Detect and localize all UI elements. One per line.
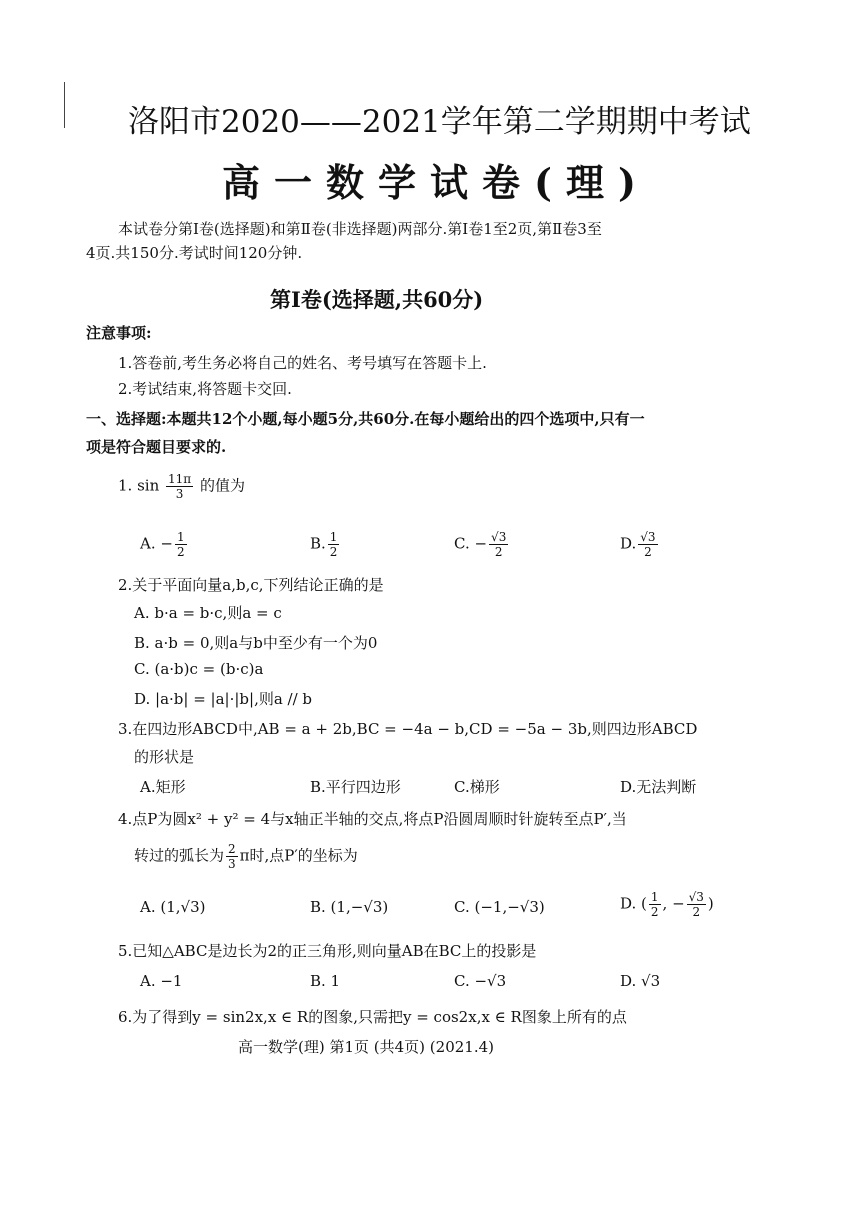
note-item-2: 2.考试结束,将答题卡交回.: [118, 380, 292, 398]
question-1-option-b: B. $\frac{1}{2}$: [310, 530, 338, 559]
part-one-instructions-2: 项是符合题目要求的.: [86, 438, 227, 456]
page-footer: 高一数学(理) 第1页 (共4页) (2021.4): [238, 1038, 494, 1056]
question-3-option-a: A.矩形: [140, 778, 186, 796]
part-one-instructions-1: 一、选择题:本题共12个小题,每小题5分,共60分.在每小题给出的四个选项中,只有一: [86, 410, 645, 428]
question-3-option-c: C.梯形: [454, 778, 500, 796]
section-title: 第Ⅰ卷(选择题,共60分): [270, 287, 484, 312]
question-2-option-d: D. |a·b| = |a|·|b|,则a // b: [134, 690, 313, 708]
question-4-stem-2: 转过的弧长为 $\frac{2}{3}$ π时,点P′的坐标为: [134, 842, 358, 871]
question-5-stem: 5.已知△ABC是边长为2的正三角形,则向量AB在BC上的投影是: [118, 942, 537, 960]
intro-line-1: 本试卷分第Ⅰ卷(选择题)和第Ⅱ卷(非选择题)两部分.第Ⅰ卷1至2页,第Ⅱ卷3至: [118, 220, 602, 238]
question-5-option-b: B. 1: [310, 972, 341, 990]
question-4-option-b: B. (1,−√3): [310, 898, 389, 916]
question-1-option-a: A. − $\frac{1}{2}$: [140, 530, 185, 559]
question-2-option-c: C. (a·b)c = (b·c)a: [134, 660, 264, 678]
question-5-option-c: C. −√3: [454, 972, 507, 990]
question-2-stem: 2.关于平面向量a,b,c,下列结论正确的是: [118, 576, 384, 594]
question-3-stem: 3.在四边形ABCD中,AB = a + 2b,BC = −4a − b,CD = −5a − 3b,则四边形ABCD: [118, 720, 698, 738]
question-2-option-b: B. a·b = 0,则a与b中至少有一个为0: [134, 634, 378, 652]
note-item-1: 1.答卷前,考生务必将自己的姓名、考号填写在答题卡上.: [118, 354, 487, 372]
question-3-option-d: D.无法判断: [620, 778, 697, 796]
question-2-option-a: A. b·a = b·c,则a = c: [134, 604, 282, 622]
question-4-option-c: C. (−1,−√3): [454, 898, 545, 916]
question-5-option-d: D. √3: [620, 972, 661, 990]
question-4-option-a: A. (1,√3): [140, 898, 206, 916]
notes-heading: 注意事项:: [86, 324, 152, 342]
question-1-option-c: C. − $\frac{√3}{2}$: [454, 530, 507, 559]
margin-line: [64, 82, 65, 128]
question-4-option-d: D. ( $\frac{1}{2}$ , − $\frac{√3}{2}$ ): [620, 890, 714, 919]
exam-title: 洛阳市2020——2021学年第二学期期中考试: [128, 104, 751, 140]
question-5-option-a: A. −1: [140, 972, 183, 990]
question-4-stem: 4.点P为圆x² + y² = 4与x轴正半轴的交点,将点P沿圆周顺时针旋转至点P′,当: [118, 810, 627, 828]
question-3-stem-2: 的形状是: [134, 748, 195, 766]
question-1-stem: 1. sin $\frac{11\pi}{3}$ 的值为: [118, 472, 245, 501]
intro-line-2: 4页.共150分.考试时间120分钟.: [86, 244, 303, 262]
question-6-stem: 6.为了得到y = sin2x,x ∈ R的图象,只需把y = cos2x,x ∈ R图象上所有的点: [118, 1008, 627, 1026]
question-1-option-d: D. $\frac{√3}{2}$: [620, 530, 656, 559]
fraction: $\frac{11\pi}{3}$: [168, 472, 192, 501]
question-3-option-b: B.平行四边形: [310, 778, 401, 796]
exam-subtitle: 高一数学试卷(理): [222, 160, 650, 205]
